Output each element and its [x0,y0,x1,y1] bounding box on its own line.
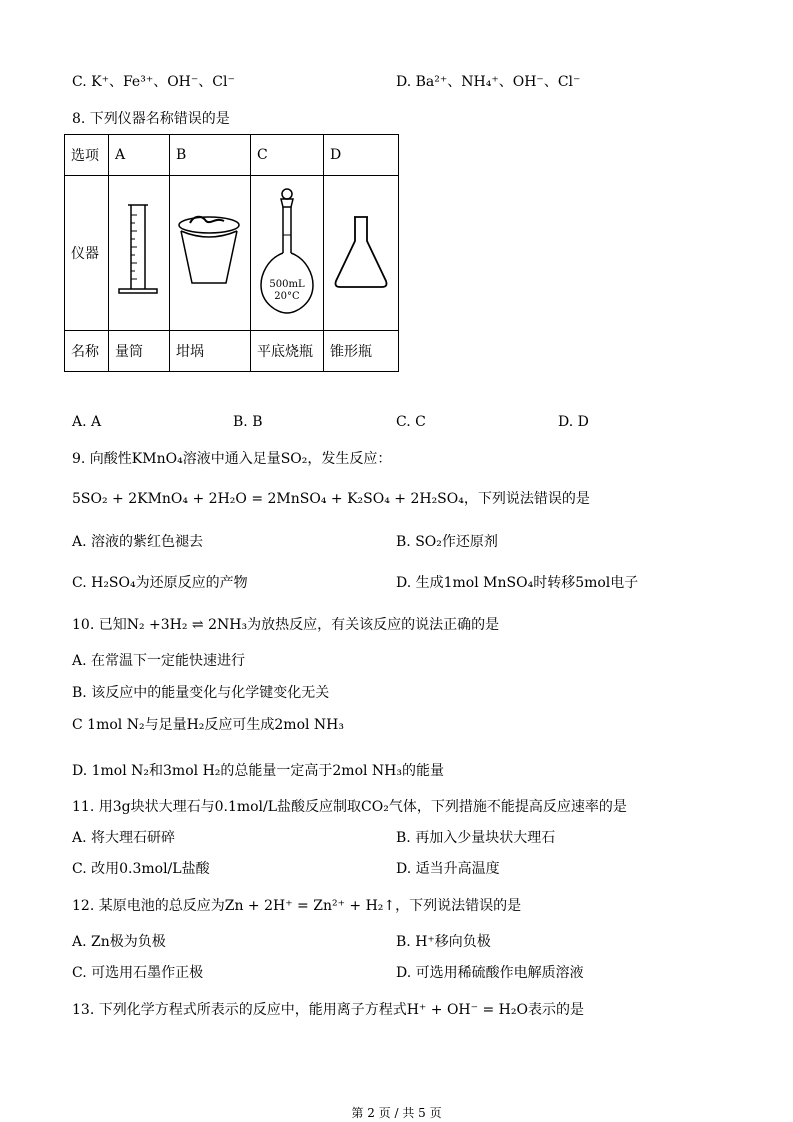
q7-option-c: C. K⁺、Fe³⁺、OH⁻、Cl⁻ [72,74,235,90]
table-cell: 选项 [65,135,109,176]
q7-option-d: D. Ba²⁺、NH₄⁺、OH⁻、Cl⁻ [396,74,581,90]
q10-option-b: B. 该反应中的能量变化与化学键变化无关 [72,685,330,701]
q8-option-a: A. A [72,414,102,430]
q11-option-c: C. 改用0.3mol/L盐酸 [72,861,210,877]
flask-icon [257,187,317,315]
q9-option-a: A. 溶液的紫红色褪去 [72,534,204,550]
table-cell: B [170,135,251,176]
graduated-cylinder-icon [115,201,163,301]
q12-option-b: B. H⁺移向负极 [396,934,491,950]
flask-temp-label: 20°C [274,291,300,302]
table-cell: 坩埚 [170,331,251,372]
q10-stem: 10. 已知N₂ +3H₂ ⇌ 2NH₃为放热反应，有关该反应的说法正确的是 [72,617,500,633]
q12-option-a: A. Zn极为负极 [72,934,166,950]
q11-option-a: A. 将大理石研碎 [72,830,176,846]
q9-option-d: D. 生成1mol MnSO₄时转移5mol电子 [396,575,639,591]
table-cell: 仪器 [65,176,109,331]
table-cell [170,176,251,331]
page-footer: 第 2 页 / 共 5 页 [351,1106,442,1120]
table-row [65,331,399,372]
q11-option-b: B. 再加入少量块状大理石 [396,830,556,846]
q9-equation: 5SO₂ + 2KMnO₄ + 2H₂O = 2MnSO₄ + K₂SO₄ + 2H₂SO₄，下列说法错误的是 [72,491,590,507]
q11-option-d: D. 适当升高温度 [396,861,500,877]
table-cell [251,176,324,331]
table-row [65,176,399,331]
table-cell: 锥形瓶 [324,331,399,372]
q10-option-a: A. 在常温下一定能快速进行 [72,653,246,669]
instrument-table [64,134,399,372]
table-cell: 名称 [65,331,109,372]
q9-option-c: C. H₂SO₄为还原反应的产物 [72,575,248,591]
q11-stem: 11. 用3g块状大理石与0.1mol/L盐酸反应制取CO₂气体，下列措施不能提高反应速率的是 [72,799,627,815]
table-cell [109,176,170,331]
q8-option-d: D. D [558,414,589,430]
table-cell [324,176,399,331]
q8-option-b: B. B [233,414,263,430]
conical-flask-icon [330,211,392,291]
flask-volume-label: 500mL [269,279,305,290]
q8-option-c: C. C [396,414,426,430]
q12-stem: 12. 某原电池的总反应为Zn + 2H⁺ = Zn²⁺ + H₂↑，下列说法错误的是 [72,898,522,914]
table-cell: 量筒 [109,331,170,372]
crucible-icon [176,209,242,293]
q8-stem: 8. 下列仪器名称错误的是 [72,111,230,127]
q9-stem: 9. 向酸性KMnO₄溶液中通入足量SO₂，发生反应： [72,451,392,467]
q12-option-d: D. 可选用稀硫酸作电解质溶液 [396,965,584,981]
table-cell: A [109,135,170,176]
q13-stem: 13. 下列化学方程式所表示的反应中，能用离子方程式H⁺ + OH⁻ = H₂O表示的是 [72,1002,584,1018]
table-cell: D [324,135,399,176]
q9-option-b: B. SO₂作还原剂 [396,534,498,550]
q10-option-d: D. 1mol N₂和3mol H₂的总能量一定高于2mol NH₃的能量 [72,763,444,779]
table-cell: C [251,135,324,176]
q10-option-c: C 1mol N₂与足量H₂反应可生成2mol NH₃ [72,717,344,733]
table-row [65,135,399,176]
q12-option-c: C. 可选用石墨作正极 [72,965,204,981]
table-cell: 平底烧瓶 [251,331,324,372]
